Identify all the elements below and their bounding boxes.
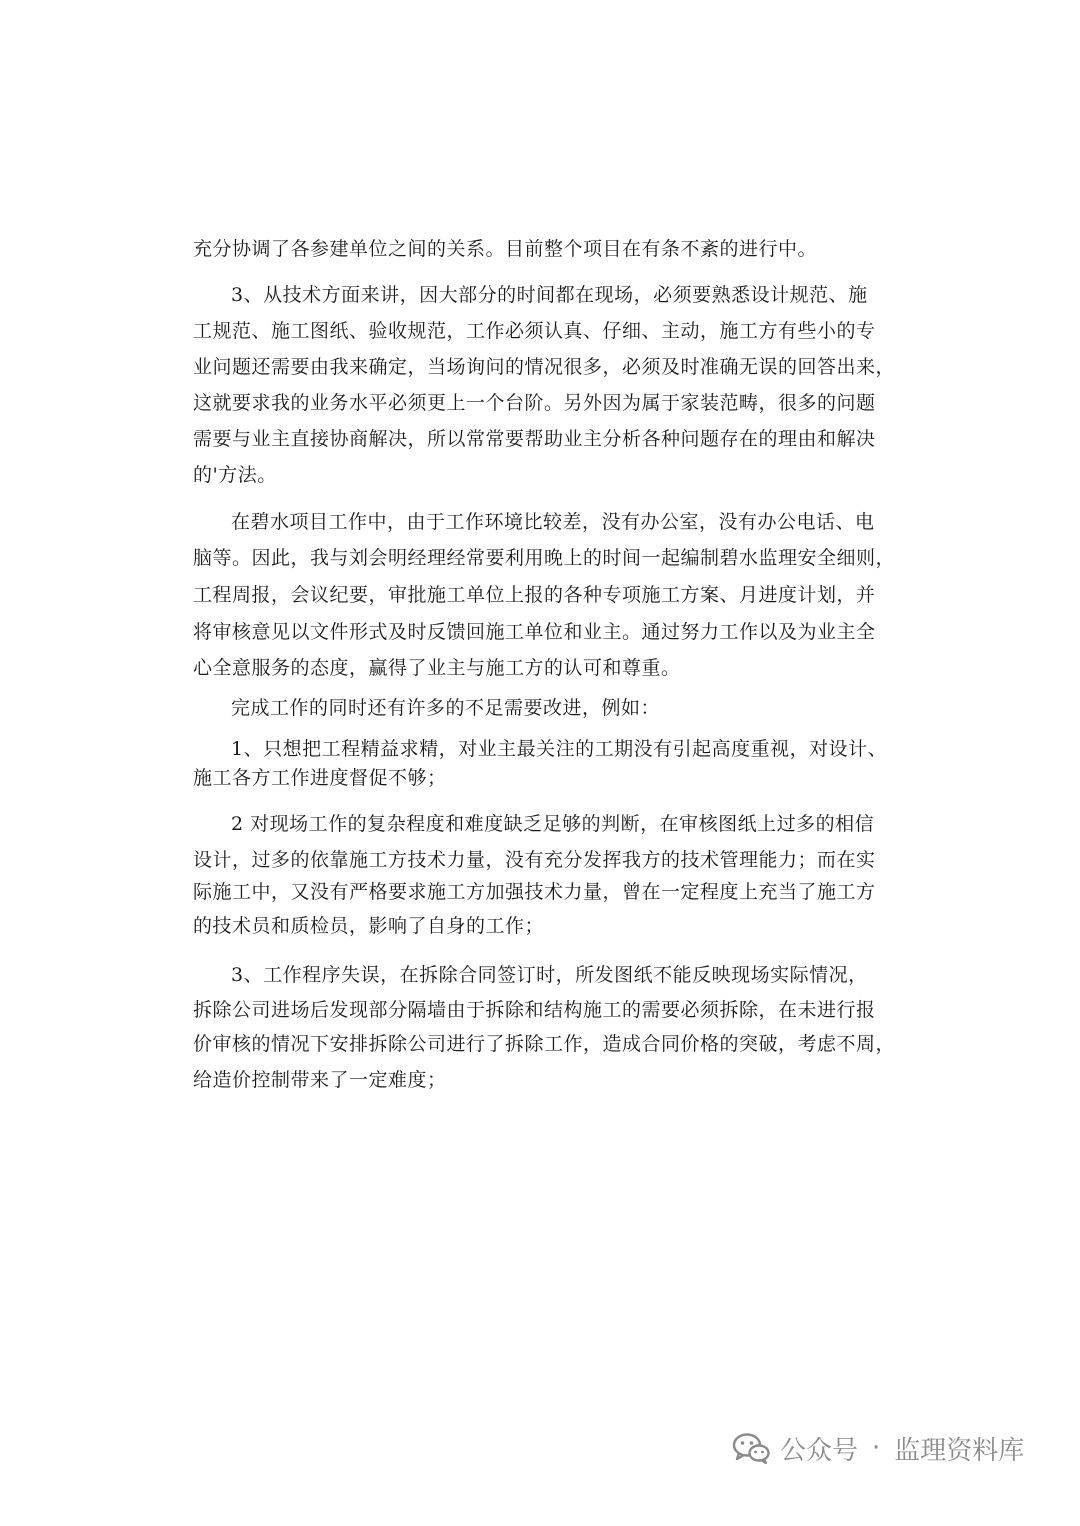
text-line: 2 对现场工作的复杂程度和难度缺乏足够的判断，在审核图纸上过多的相信 — [231, 813, 875, 835]
text-line: 际施工中，又没有严格要求施工方加强技术力量，曾在一定程度上充当了施工方 — [193, 881, 876, 903]
text-line: 这就要求我的业务水平必须更上一个台阶。另外因为属于家装范畴，很多的问题 — [193, 392, 876, 414]
text-line: 3、工作程序失误，在拆除合同签订时，所发图纸不能反映现场实际情况， — [231, 964, 868, 986]
text-line: 将审核意见以文件形式及时反馈回施工单位和业主。通过努力工作以及为业主全 — [193, 621, 876, 643]
text-line: 需要与业主直接协商解决，所以常常要帮助业主分析各种问题存在的理由和解决 — [193, 428, 876, 450]
text-line: 充分协调了各参建单位之间的关系。目前整个项目在有条不紊的进行中。 — [193, 238, 818, 260]
text-line: 的技术员和质检员，影响了自身的工作； — [193, 915, 545, 937]
watermark-account: 监理资料库 — [894, 1435, 1025, 1466]
text-line: 施工各方工作进度督促不够； — [193, 767, 447, 789]
text-line: 心全意服务的态度，赢得了业主与施工方的认可和尊重。 — [193, 657, 681, 679]
text-line: 业问题还需要由我来确定，当场询问的情况很多，必须及时准确无误的回答出来， — [193, 356, 896, 378]
text-line: 价审核的情况下安排拆除公司进行了拆除工作，造成合同价格的突破，考虑不周， — [193, 1033, 896, 1055]
text-line: 工程周报，会议纪要，审批施工单位上报的各种专项施工方案、月进度计划，并 — [193, 584, 876, 606]
wechat-watermark — [732, 1428, 1024, 1468]
text-line: 完成工作的同时还有许多的不足需要改进，例如： — [231, 697, 661, 719]
watermark-prefix: 公众号 — [780, 1435, 859, 1466]
text-line: 1、只想把工程精益求精，对业主最关注的工期没有引起高度重视，对设计、 — [231, 738, 888, 760]
text-line: 拆除公司进场后发现部分隔墙由于拆除和结构施工的需要必须拆除，在未进行报 — [193, 999, 876, 1021]
text-line: 3、从技术方面来讲，因大部分的时间都在现场，必须要熟悉设计规范、施 — [231, 284, 868, 306]
text-line: 脑等。因此，我与刘会明经理经常要利用晚上的时间一起编制碧水监理安全细则， — [193, 547, 896, 569]
wechat-icon — [732, 1432, 770, 1464]
text-line: 的'方法。 — [193, 464, 277, 486]
text-line: 设计，过多的依靠施工方技术力量，没有充分发挥我方的技术管理能力；而在实 — [193, 849, 876, 871]
text-line: 给造价控制带来了一定难度； — [193, 1069, 447, 1091]
text-line: 工规范、施工图纸、验收规范，工作必须认真、仔细、主动，施工方有些小的专 — [193, 320, 876, 342]
text-line: 在碧水项目工作中，由于工作环境比较差，没有办公室，没有办公电话、电 — [231, 511, 875, 533]
watermark-separator: · — [872, 1433, 881, 1463]
